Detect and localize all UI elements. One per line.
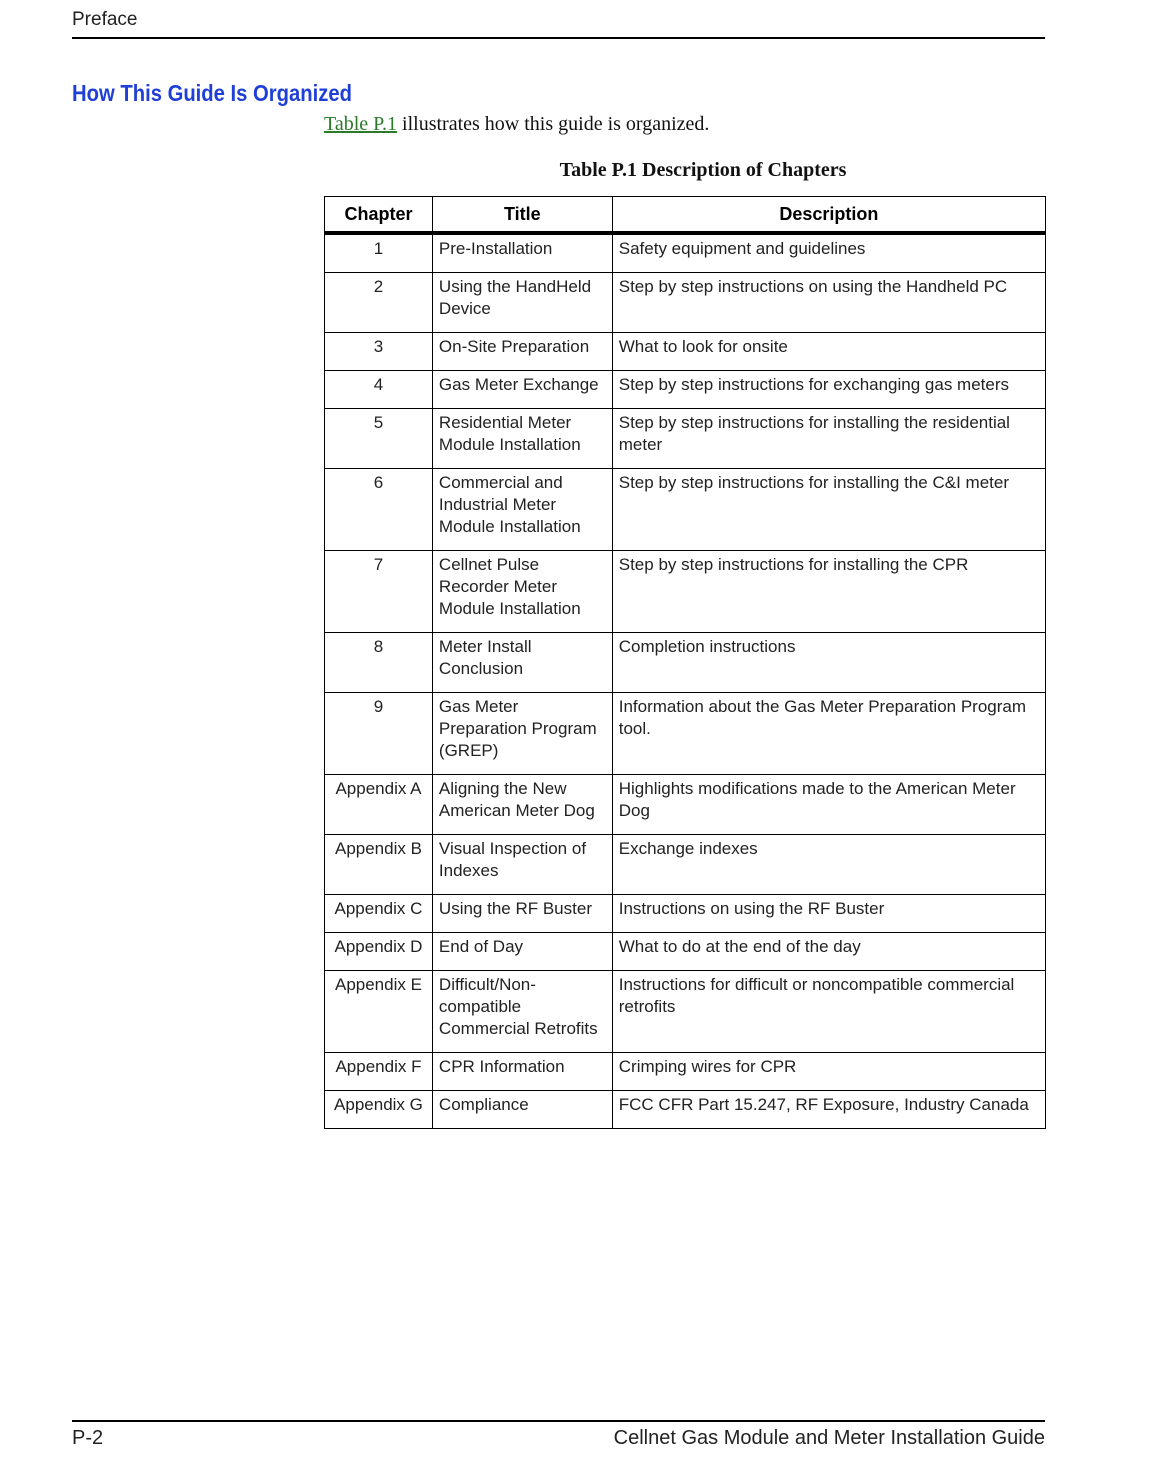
cell-chapter: Appendix G [325, 1091, 433, 1129]
page-number: P-2 [72, 1427, 104, 1449]
cell-chapter: 6 [325, 469, 433, 551]
chapters-table [324, 196, 1046, 1129]
cell-title: Using the RF Buster [432, 895, 612, 933]
table-row [325, 971, 1046, 1053]
cell-title: Aligning the New American Meter Dog [432, 775, 612, 835]
table-row [325, 551, 1046, 633]
cell-title: Gas Meter Exchange [432, 371, 612, 409]
cell-title: Using the HandHeld Device [432, 273, 612, 333]
cell-description: Step by step instructions for installing the residential meter [612, 409, 1045, 469]
cell-description: Step by step instructions for exchanging gas meters [612, 371, 1045, 409]
intro-paragraph [324, 113, 709, 136]
table-row [325, 409, 1046, 469]
table-caption: Table P.1 Description of Chapters [559, 159, 847, 181]
cell-description: Safety equipment and guidelines [612, 233, 1045, 273]
cell-chapter: 9 [325, 693, 433, 775]
cell-title: Compliance [432, 1091, 612, 1129]
table-row [325, 775, 1046, 835]
running-head: Preface [72, 9, 138, 30]
cell-description: Step by step instructions on using the Handheld PC [612, 273, 1045, 333]
section-heading: How This Guide Is Organized [72, 80, 353, 106]
cell-description: Step by step instructions for installing the CPR [612, 551, 1045, 633]
cell-chapter: 5 [325, 409, 433, 469]
table-row [325, 693, 1046, 775]
cell-description: What to look for onsite [612, 333, 1045, 371]
cell-description: What to do at the end of the day [612, 933, 1045, 971]
cell-description: Completion instructions [612, 633, 1045, 693]
cell-chapter: 7 [325, 551, 433, 633]
cell-chapter: Appendix F [325, 1053, 433, 1091]
cell-description: Step by step instructions for installing the C&I meter [612, 469, 1045, 551]
footer-rule [72, 1420, 1045, 1422]
column-header-description: Description [612, 197, 1045, 234]
cell-title: End of Day [432, 933, 612, 971]
cell-chapter: 2 [325, 273, 433, 333]
cell-title: On-Site Preparation [432, 333, 612, 371]
cell-description: Instructions on using the RF Buster [612, 895, 1045, 933]
table-row [325, 1053, 1046, 1091]
cell-description: FCC CFR Part 15.247, RF Exposure, Industry Canada [612, 1091, 1045, 1129]
cell-title: Difficult/Non-compatible Commercial Retrofits [432, 971, 612, 1053]
cell-description: Instructions for difficult or noncompatible commercial retrofits [612, 971, 1045, 1053]
cell-chapter: Appendix C [325, 895, 433, 933]
cell-title: Visual Inspection of Indexes [432, 835, 612, 895]
cell-description: Highlights modifications made to the American Meter Dog [612, 775, 1045, 835]
cell-chapter: Appendix A [325, 775, 433, 835]
cell-chapter: 1 [325, 233, 433, 273]
book-title: Cellnet Gas Module and Meter Installation Guide [613, 1427, 1045, 1449]
table-header-row [325, 197, 1046, 234]
table-row [325, 1091, 1046, 1129]
cell-chapter: Appendix B [325, 835, 433, 895]
table-row [325, 933, 1046, 971]
table-row [325, 333, 1046, 371]
cell-chapter: Appendix D [325, 933, 433, 971]
cell-chapter: 4 [325, 371, 433, 409]
table-row [325, 835, 1046, 895]
table-row [325, 233, 1046, 273]
cell-description: Exchange indexes [612, 835, 1045, 895]
table-row [325, 371, 1046, 409]
cell-chapter: 3 [325, 333, 433, 371]
intro-text: illustrates how this guide is organized. [397, 113, 710, 135]
table-row [325, 273, 1046, 333]
table-body [325, 233, 1046, 1129]
cell-description: Crimping wires for CPR [612, 1053, 1045, 1091]
table-row [325, 469, 1046, 551]
cell-title: CPR Information [432, 1053, 612, 1091]
cell-title: Gas Meter Preparation Program (GREP) [432, 693, 612, 775]
table-reference-link[interactable]: Table P.1 [324, 113, 398, 135]
cell-title: Pre-Installation [432, 233, 612, 273]
column-header-title: Title [432, 197, 612, 234]
table-row [325, 895, 1046, 933]
cell-title: Cellnet Pulse Recorder Meter Module Installation [432, 551, 612, 633]
header-rule [72, 37, 1045, 39]
column-header-chapter: Chapter [325, 197, 433, 234]
table-row [325, 633, 1046, 693]
cell-description: Information about the Gas Meter Preparation Program tool. [612, 693, 1045, 775]
cell-title: Residential Meter Module Installation [432, 409, 612, 469]
cell-title: Meter Install Conclusion [432, 633, 612, 693]
cell-chapter: 8 [325, 633, 433, 693]
cell-title: Commercial and Industrial Meter Module Installation [432, 469, 612, 551]
cell-chapter: Appendix E [325, 971, 433, 1053]
